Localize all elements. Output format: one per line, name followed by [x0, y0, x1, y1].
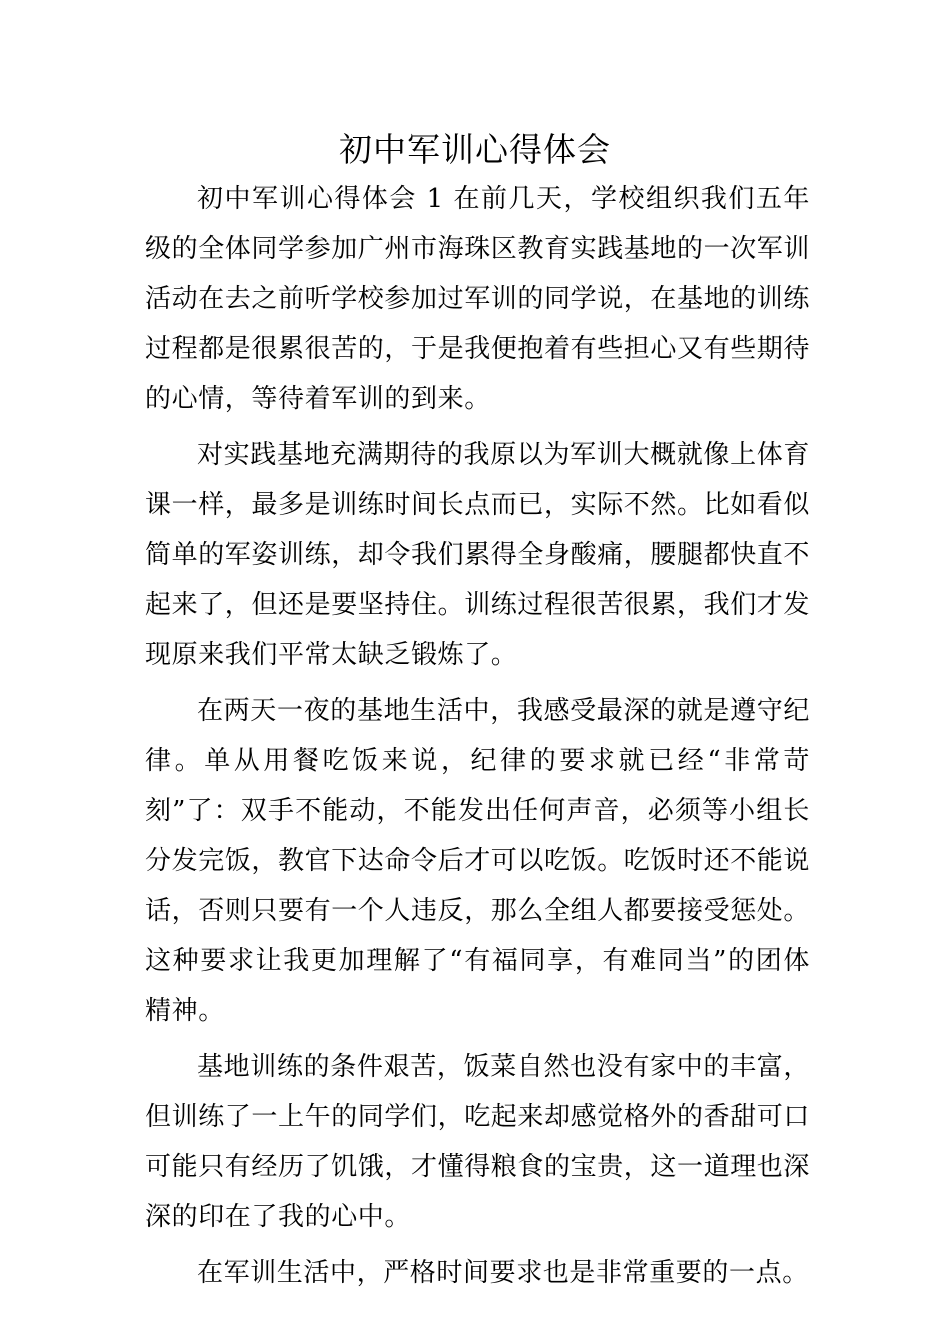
paragraph-2: 对实践基地充满期待的我原以为军训大概就像上体育课一样，最多是训练时间长点而已，实际不然。比如看似简单的军姿训练，却令我们累得全身酸痛，腰腿都快直不起来了，但还是要坚持住。训练过程很苦很累，我们才发现原来我们平常太缺乏锻炼了。 — [145, 440, 811, 670]
paragraph-4: 基地训练的条件艰苦，饭菜自然也没有家中的丰富，但训练了一上午的同学们，吃起来却感觉格外的香甜可口可能只有经历了饥饿，才懂得粮食的宝贵，这一道理也深深的印在了我的心中。 — [145, 1052, 811, 1232]
paragraph-5: 在军训生活中，严格时间要求也是非常重要的一点。 — [197, 1258, 809, 1288]
paragraph-1: 初中军训心得体会 1 在前几天，学校组织我们五年级的全体同学参加广州市海珠区教育实践基地的一次军训活动在去之前听学校参加过军训的同学说，在基地的训练过程都是很累很苦的，于是我便抱着有些担心又有些期待的心情，等待着军训的到来。 — [145, 184, 811, 414]
document-body — [145, 174, 810, 1298]
paragraph-3: 在两天一夜的基地生活中，我感受最深的就是遵守纪律。单从用餐吃饭来说，纪律的要求就已经“非常苛刻”了：双手不能动，不能发出任何声音，必须等小组长分发完饭，教官下达命令后才可以吃饭。吃饭时还不能说话，否则只要有一个人违反，那么全组人都要接受惩处。这种要求让我更加理解了“有福同享，有难同当”的团体精神。 — [145, 696, 811, 1026]
document-title: 初中军训心得体会 — [339, 130, 611, 169]
